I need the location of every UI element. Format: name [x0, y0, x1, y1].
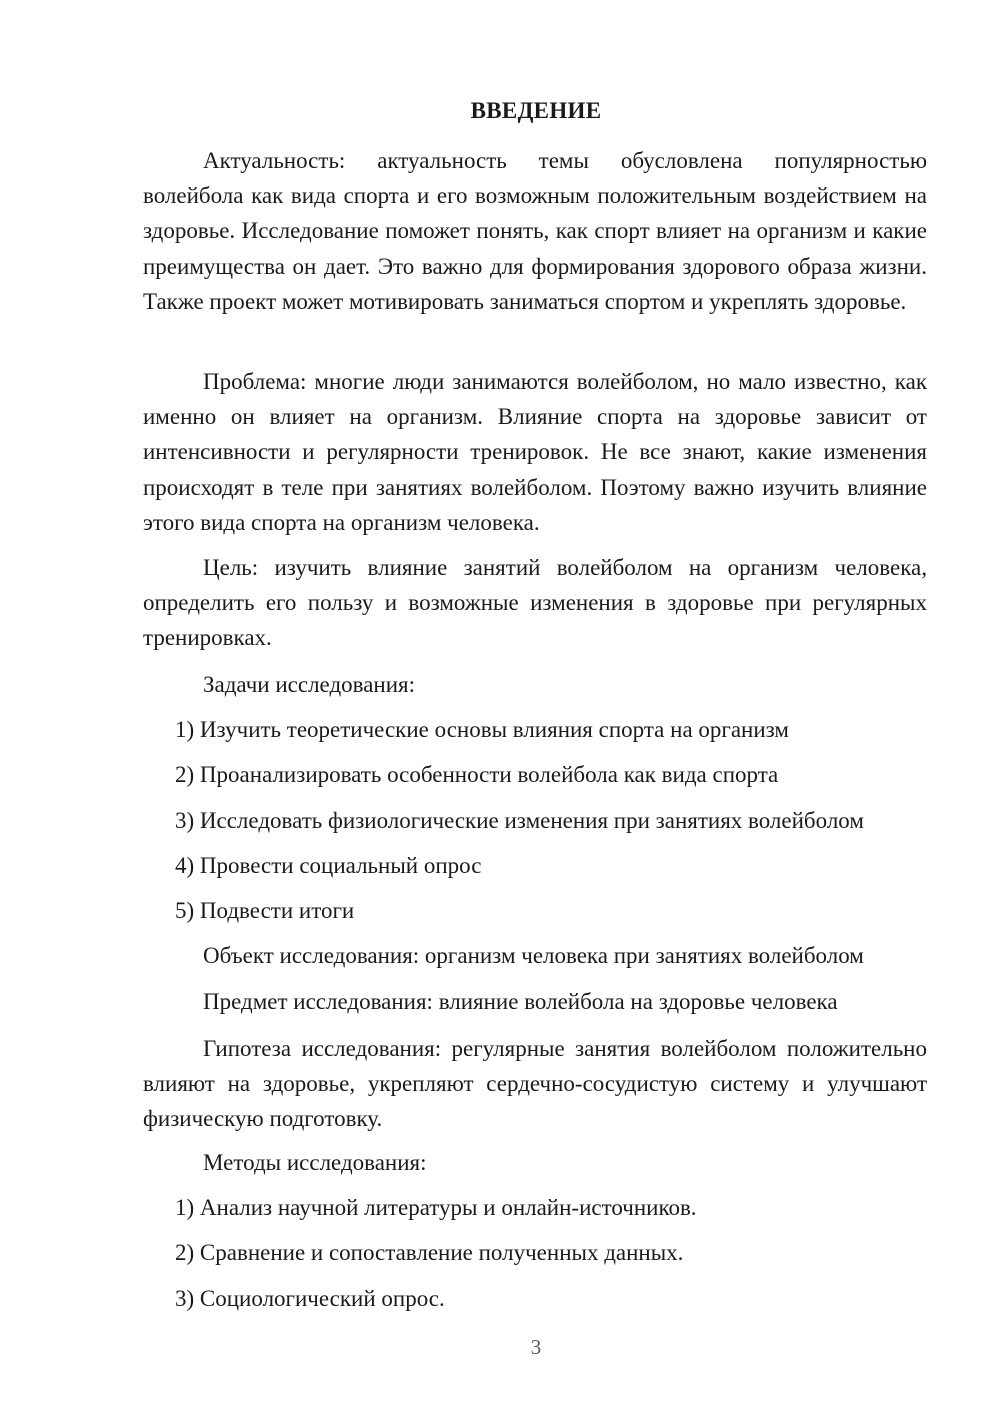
list-item: 3) Социологический опрос.	[175, 1286, 445, 1311]
section-title: ВВЕДЕНИЕ	[470, 98, 602, 123]
list-item: 2) Сравнение и сопоставление полученных данных.	[175, 1240, 684, 1265]
list-item: 1) Анализ научной литературы и онлайн-источников.	[175, 1195, 697, 1220]
paragraph-problem: Проблема: многие люди занимаются волейболом, но мало известно, как именно он влияет на организм. Влияние спорта на здоровье зависит от интенсивности и регулярности тренировок. Не все знают, какие изменения происходят в теле при занятиях волейболом. Поэтому важно изучить влияние этого вида спорта на организм человека.	[143, 369, 927, 535]
paragraph-goal: Цель: изучить влияние занятий волейболом на организм человека, определить его пользу и возможные изменения в здоровье при регулярных тренировках.	[143, 555, 927, 651]
paragraph-subject: Предмет исследования: влияние волейбола на здоровье человека	[203, 989, 838, 1014]
methods-heading: Методы исследования:	[203, 1150, 427, 1175]
list-item: 1) Изучить теоретические основы влияния спорта на организм	[175, 717, 789, 742]
list-item: 3) Исследовать физиологические изменения при занятиях волейболом	[175, 808, 864, 833]
list-item: 4) Провести социальный опрос	[175, 853, 482, 878]
tasks-heading: Задачи исследования:	[203, 672, 416, 697]
paragraph-relevance: Актуальность: актуальность темы обусловлена популярностью волейбола как вида спорта и его возможным положительным воздействием на здоровье. Исследование поможет понять, как спорт влияет на организм и какие преимущества он дает. Это важно для формирования здорового образа жизни. Также проект может мотивировать заниматься спортом и укреплять здоровье.	[143, 148, 927, 314]
list-item: 5) Подвести итоги	[175, 898, 355, 923]
paragraph-hypothesis: Гипотеза исследования: регулярные занятия волейболом положительно влияют на здоровье, укрепляют сердечно-сосудистую систему и улучшают физическую подготовку.	[143, 1036, 927, 1132]
list-item: 2) Проанализировать особенности волейбола как вида спорта	[175, 762, 779, 787]
page-number: 3	[530, 1335, 542, 1359]
paragraph-object: Объект исследования: организм человека при занятиях волейболом	[203, 943, 864, 968]
